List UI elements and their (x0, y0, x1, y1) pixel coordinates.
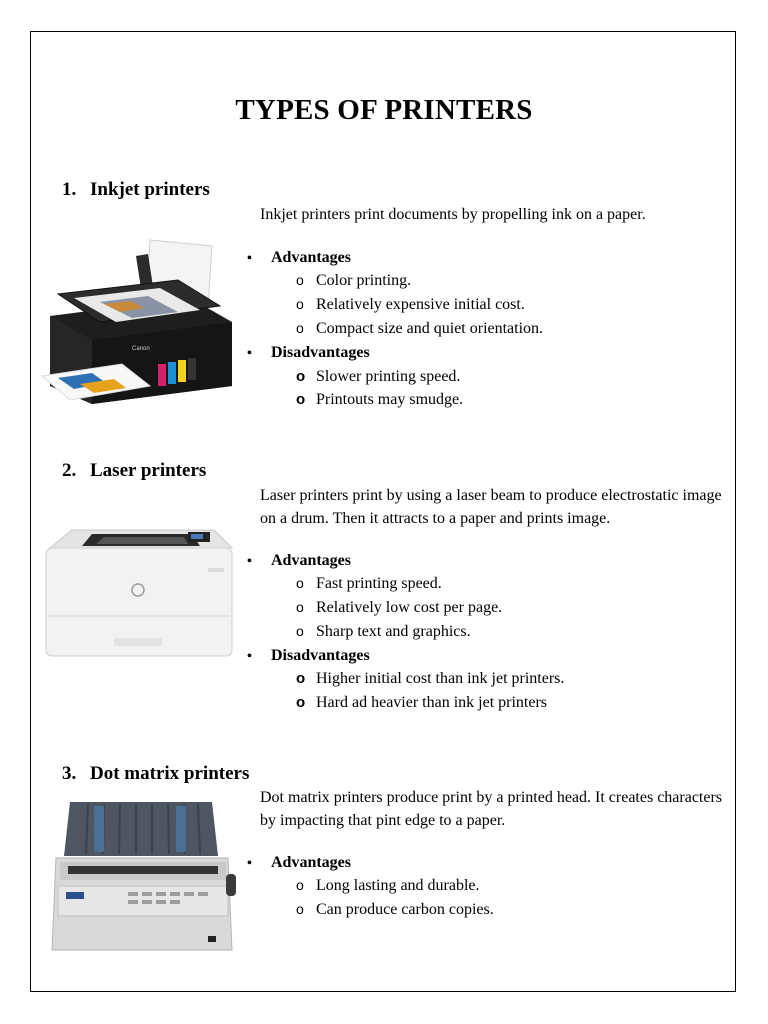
advantages-label: Advantages (271, 552, 352, 569)
list-item (296, 296, 525, 314)
sub-bullet-glyph: o (296, 877, 304, 893)
section-number: 1. (62, 179, 77, 200)
bullet-glyph: • (247, 554, 252, 569)
list-item-text: Can produce carbon copies. (316, 901, 494, 918)
sub-bullet-glyph: o (296, 670, 306, 687)
list-item (296, 623, 471, 641)
list-item-text: Slower printing speed. (316, 368, 461, 385)
sub-bullet-glyph: o (296, 320, 304, 336)
section-title: Inkjet printers (90, 179, 210, 200)
list-item (296, 272, 411, 290)
list-item (296, 694, 547, 712)
list-item-text: Higher initial cost than ink jet printers. (316, 670, 565, 687)
list-item-text: Relatively low cost per page. (316, 599, 503, 616)
section-number: 3. (62, 763, 77, 784)
sub-bullet-glyph: o (296, 368, 306, 385)
bullet-glyph: • (247, 251, 252, 266)
list-item-text: Hard ad heavier than ink jet printers (316, 694, 548, 711)
sub-bullet-glyph: o (296, 599, 304, 615)
sub-bullet-glyph: o (296, 694, 306, 711)
section-heading-inkjet (62, 179, 210, 201)
section-description-dot-matrix: Dot matrix printers produce print by a printed head. It creates characters by impacting that pint edge to a paper. (260, 789, 723, 829)
sub-bullet-glyph: o (296, 272, 304, 288)
list-item (296, 368, 460, 386)
list-item-text: Color printing. (316, 272, 412, 289)
sub-bullet-glyph: o (296, 296, 304, 312)
list-item-text: Fast printing speed. (316, 575, 442, 592)
bullet-glyph: • (247, 346, 252, 361)
advantages-heading-inkjet (247, 249, 351, 267)
bullet-glyph: • (247, 856, 252, 871)
advantages-label: Advantages (271, 249, 352, 266)
section-title: Dot matrix printers (90, 763, 250, 784)
section-heading-dot-matrix (62, 763, 249, 785)
advantages-label: Advantages (271, 854, 352, 871)
list-item (296, 391, 463, 409)
sub-bullet-glyph: o (296, 391, 306, 408)
section-heading-laser (62, 460, 206, 482)
section-number: 2. (62, 460, 77, 481)
disadvantages-heading-inkjet (247, 344, 370, 362)
list-item (296, 599, 502, 617)
list-item (296, 670, 564, 688)
list-item-text: Compact size and quiet orientation. (316, 320, 544, 337)
disadvantages-heading-laser (247, 647, 370, 665)
bullet-glyph: • (247, 649, 252, 664)
list-item (296, 901, 494, 919)
sub-bullet-glyph: o (296, 575, 304, 591)
section-description-laser: Laser printers print by using a laser beam to produce electrostatic image on a drum. Then it attracts to a paper and prints image. (260, 487, 722, 527)
page-title: TYPES OF PRINTERS (235, 94, 533, 126)
list-item (296, 877, 480, 895)
dot-matrix-printer-image (48, 800, 238, 956)
list-item-text: Relatively expensive initial cost. (316, 296, 525, 313)
list-item-text: Sharp text and graphics. (316, 623, 471, 640)
list-item (296, 575, 442, 593)
svg-text:Canon: Canon (132, 346, 150, 352)
disadvantages-label: Disadvantages (271, 344, 370, 361)
advantages-heading-laser (247, 552, 351, 570)
inkjet-printer-image (40, 236, 235, 404)
advantages-heading-dot-matrix (247, 854, 351, 872)
sub-bullet-glyph: o (296, 901, 304, 917)
section-description-inkjet: Inkjet printers print documents by propelling ink on a paper. (260, 206, 646, 223)
sub-bullet-glyph: o (296, 623, 304, 639)
list-item-text: Long lasting and durable. (316, 877, 480, 894)
disadvantages-label: Disadvantages (271, 647, 370, 664)
list-item (296, 320, 543, 338)
section-title: Laser printers (90, 460, 207, 481)
list-item-text: Printouts may smudge. (316, 391, 464, 408)
laser-printer-image (42, 526, 234, 660)
